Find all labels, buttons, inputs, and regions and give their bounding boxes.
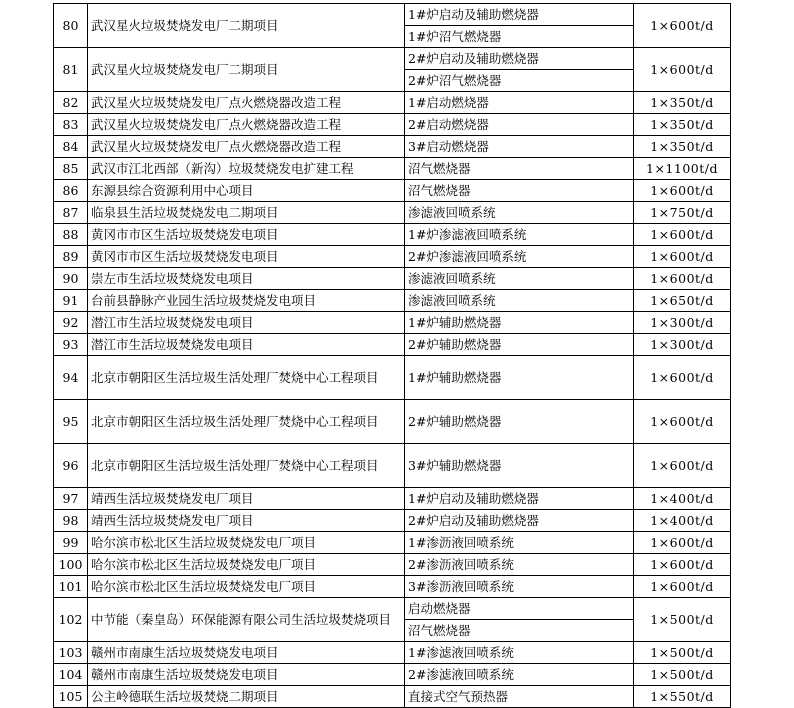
table-row [54,246,731,268]
project-name: 哈尔滨市松北区生活垃圾焚烧发电厂项目 [88,554,405,576]
row-number: 97 [54,488,88,510]
capacity: 1×600t/d [634,444,731,488]
projects-table-body [54,4,731,708]
row-number: 103 [54,642,88,664]
project-name: 靖西生活垃圾焚烧发电厂项目 [88,510,405,532]
table-row [54,136,731,158]
row-number: 100 [54,554,88,576]
row-number: 81 [54,48,88,92]
project-name: 哈尔滨市松北区生活垃圾焚烧发电厂项目 [88,532,405,554]
row-number: 104 [54,664,88,686]
row-number: 92 [54,312,88,334]
capacity: 1×650t/d [634,290,731,312]
row-number: 96 [54,444,88,488]
project-name: 台前县静脉产业园生活垃圾焚烧发电项目 [88,290,405,312]
capacity: 1×600t/d [634,180,731,202]
table-row [54,598,731,620]
project-name: 武汉星火垃圾焚烧发电厂二期项目 [88,48,405,92]
equipment-item: 1#渗沥液回喷系统 [405,532,634,554]
project-name: 临泉县生活垃圾焚烧发电二期项目 [88,202,405,224]
table-row [54,488,731,510]
capacity: 1×550t/d [634,686,731,708]
capacity: 1×600t/d [634,554,731,576]
equipment-item: 2#炉辅助燃烧器 [405,400,634,444]
equipment-item: 2#渗滤液回喷系统 [405,664,634,686]
project-name: 崇左市生活垃圾焚烧发电项目 [88,268,405,290]
project-name: 潜江市生活垃圾焚烧发电项目 [88,312,405,334]
table-row [54,510,731,532]
equipment-item: 1#炉启动及辅助燃烧器 [405,4,634,26]
capacity: 1×400t/d [634,488,731,510]
table-row [54,312,731,334]
row-number: 82 [54,92,88,114]
project-name: 黄冈市市区生活垃圾焚烧发电项目 [88,224,405,246]
equipment-item: 1#炉渗滤液回喷系统 [405,224,634,246]
capacity: 1×600t/d [634,48,731,92]
row-number: 83 [54,114,88,136]
row-number: 95 [54,400,88,444]
project-name: 北京市朝阳区生活垃圾生活处理厂焚烧中心工程项目 [88,356,405,400]
table-row [54,356,731,400]
equipment-item: 1#炉辅助燃烧器 [405,356,634,400]
equipment-item: 1#炉启动及辅助燃烧器 [405,488,634,510]
equipment-item: 2#炉辅助燃烧器 [405,334,634,356]
row-number: 85 [54,158,88,180]
row-number: 86 [54,180,88,202]
project-name: 哈尔滨市松北区生活垃圾焚烧发电厂项目 [88,576,405,598]
equipment-item: 1#炉辅助燃烧器 [405,312,634,334]
capacity: 1×600t/d [634,246,731,268]
table-row [54,92,731,114]
table-row [54,268,731,290]
project-name: 武汉市江北西部（新沟）垃圾焚烧发电扩建工程 [88,158,405,180]
project-name: 中节能（秦皇岛）环保能源有限公司生活垃圾焚烧项目 [88,598,405,642]
table-row [54,444,731,488]
capacity: 1×400t/d [634,510,731,532]
row-number: 87 [54,202,88,224]
row-number: 105 [54,686,88,708]
capacity: 1×600t/d [634,224,731,246]
table-row [54,48,731,70]
project-name: 武汉星火垃圾焚烧发电厂点火燃烧器改造工程 [88,92,405,114]
row-number: 98 [54,510,88,532]
capacity: 1×300t/d [634,334,731,356]
table-row [54,180,731,202]
row-number: 88 [54,224,88,246]
equipment-item: 沼气燃烧器 [405,620,634,642]
row-number: 91 [54,290,88,312]
capacity: 1×600t/d [634,576,731,598]
capacity: 1×600t/d [634,532,731,554]
capacity: 1×350t/d [634,92,731,114]
table-row [54,334,731,356]
equipment-item: 3#渗沥液回喷系统 [405,576,634,598]
project-name: 潜江市生活垃圾焚烧发电项目 [88,334,405,356]
capacity: 1×500t/d [634,598,731,642]
table-row [54,554,731,576]
table-row [54,642,731,664]
table-row [54,224,731,246]
row-number: 89 [54,246,88,268]
table-row [54,114,731,136]
equipment-item: 启动燃烧器 [405,598,634,620]
row-number: 80 [54,4,88,48]
project-name: 赣州市南康生活垃圾焚烧发电项目 [88,664,405,686]
project-name: 东源县综合资源利用中心项目 [88,180,405,202]
equipment-item: 2#启动燃烧器 [405,114,634,136]
project-name: 武汉星火垃圾焚烧发电厂点火燃烧器改造工程 [88,136,405,158]
capacity: 1×300t/d [634,312,731,334]
project-name: 北京市朝阳区生活垃圾生活处理厂焚烧中心工程项目 [88,444,405,488]
equipment-item: 3#炉辅助燃烧器 [405,444,634,488]
table-row [54,664,731,686]
capacity: 1×600t/d [634,268,731,290]
equipment-item: 2#炉启动及辅助燃烧器 [405,48,634,70]
project-name: 北京市朝阳区生活垃圾生活处理厂焚烧中心工程项目 [88,400,405,444]
table-row [54,400,731,444]
project-name: 靖西生活垃圾焚烧发电厂项目 [88,488,405,510]
project-name: 公主岭德联生活垃圾焚烧二期项目 [88,686,405,708]
table-row [54,290,731,312]
equipment-item: 1#渗滤液回喷系统 [405,642,634,664]
project-name: 武汉星火垃圾焚烧发电厂点火燃烧器改造工程 [88,114,405,136]
table-row [54,532,731,554]
capacity: 1×500t/d [634,664,731,686]
row-number: 94 [54,356,88,400]
equipment-item: 渗滤液回喷系统 [405,268,634,290]
table-row [54,158,731,180]
equipment-item: 2#炉沼气燃烧器 [405,70,634,92]
equipment-item: 2#炉渗滤液回喷系统 [405,246,634,268]
project-name: 赣州市南康生活垃圾焚烧发电项目 [88,642,405,664]
table-row [54,686,731,708]
capacity: 1×600t/d [634,356,731,400]
equipment-item: 1#启动燃烧器 [405,92,634,114]
table-row [54,4,731,26]
capacity: 1×600t/d [634,4,731,48]
projects-table [53,3,731,708]
equipment-item: 沼气燃烧器 [405,158,634,180]
equipment-item: 2#炉启动及辅助燃烧器 [405,510,634,532]
capacity: 1×750t/d [634,202,731,224]
project-name: 武汉星火垃圾焚烧发电厂二期项目 [88,4,405,48]
capacity: 1×350t/d [634,114,731,136]
project-name: 黄冈市市区生活垃圾焚烧发电项目 [88,246,405,268]
equipment-item: 3#启动燃烧器 [405,136,634,158]
row-number: 101 [54,576,88,598]
row-number: 99 [54,532,88,554]
capacity: 1×500t/d [634,642,731,664]
capacity: 1×1100t/d [634,158,731,180]
equipment-item: 渗滤液回喷系统 [405,202,634,224]
row-number: 84 [54,136,88,158]
capacity: 1×350t/d [634,136,731,158]
equipment-item: 直接式空气预热器 [405,686,634,708]
equipment-item: 1#炉沼气燃烧器 [405,26,634,48]
row-number: 90 [54,268,88,290]
equipment-item: 渗滤液回喷系统 [405,290,634,312]
capacity: 1×600t/d [634,400,731,444]
table-row [54,576,731,598]
equipment-item: 2#渗沥液回喷系统 [405,554,634,576]
table-row [54,202,731,224]
equipment-item: 沼气燃烧器 [405,180,634,202]
row-number: 93 [54,334,88,356]
row-number: 102 [54,598,88,642]
